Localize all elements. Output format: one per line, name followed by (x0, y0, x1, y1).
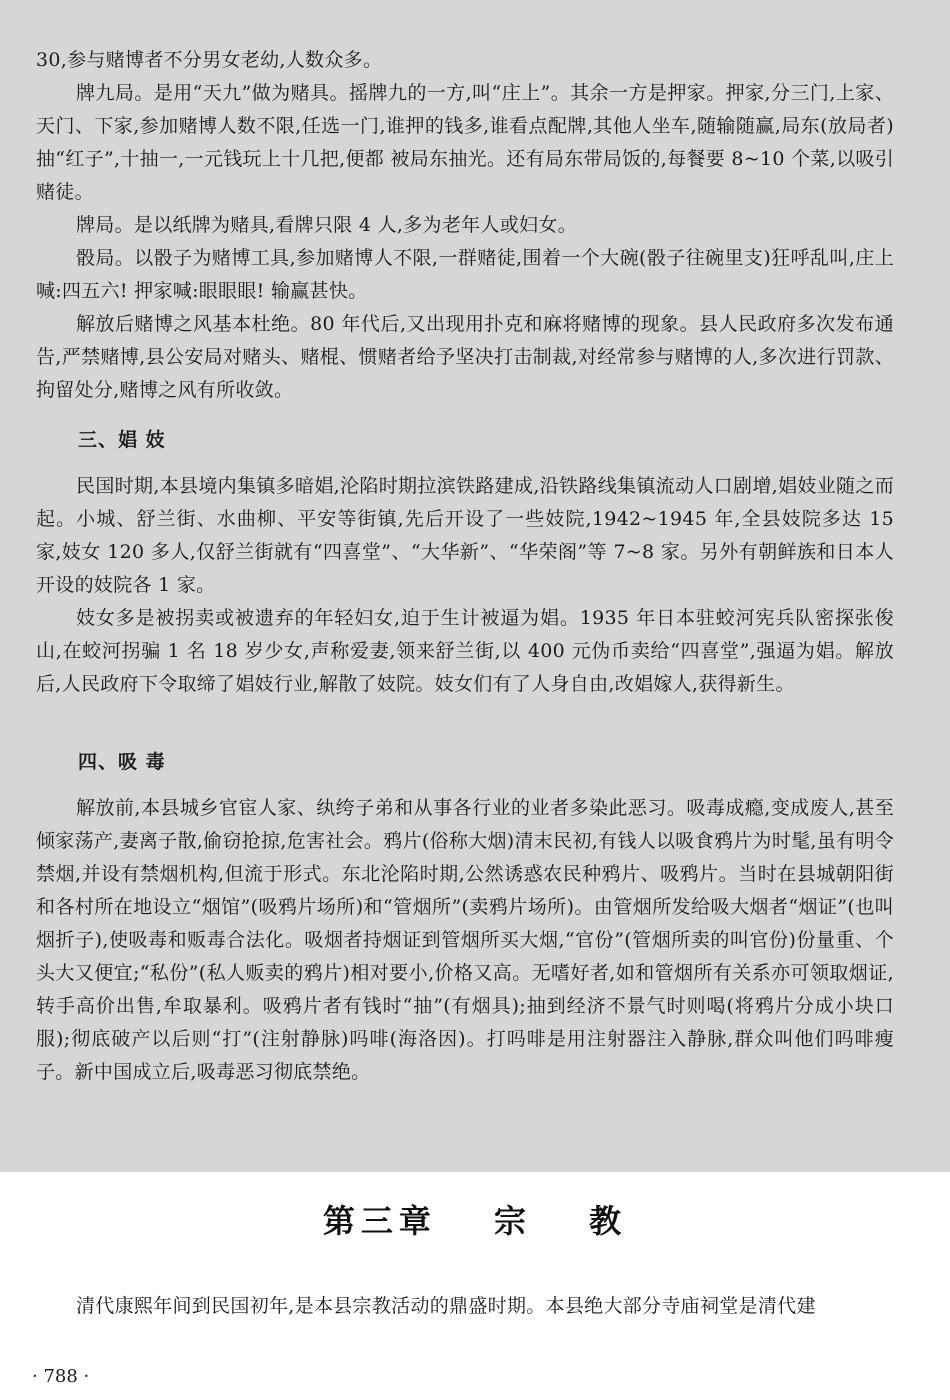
paragraph-dice-game: 骰局。以骰子为赌博工具,参加赌博人不限,一群赌徒,围着一个大碗(骰子往碗里支)狂呼乱叫,庄上喊:四五六! 押家喊:眼眼眼! 输赢甚快。 (36, 247, 894, 302)
gambling-section (36, 44, 894, 407)
heading-drug-use: 四、吸 毒 (78, 751, 166, 773)
paragraph-gambling-continued: 30,参与赌博者不分男女老幼,人数众多。 (36, 49, 383, 71)
paragraph-prostitution-history: 民国时期,本县境内集镇多暗娼,沦陷时期拉滨铁路建成,沿铁路线集镇流动人口剧增,娼妓业随之而起。小城、舒兰街、水曲柳、平安等街镇,先后开设了一些妓院,1942~1945 年,全县妓院多达 15 家,妓女 120 多人,仅舒兰街就有“四喜堂”、“大华新”、“华荣阁”等 7~8 家。另外有朝鲜族和日本人开设的妓院各 1 家。 (36, 475, 894, 596)
paragraph-paijiu: 牌九局。是用“天九”做为赌具。摇牌九的一方,叫“庄上”。其余一方是押家。押家,分三门,上家、天门、下家,参加赌博人数不限,任选一门,谁押的钱多,谁看点配牌,其他人坐车,随输随赢,局东(放局者)抽“红子”,十抽一,一元钱玩上十几把,便都 被局东抽光。还有局东带局饭的,每餐要 8~10 个菜,以吸引赌徒。 (36, 82, 894, 203)
paragraph-religion-intro: 清代康熙年间到民国初年,是本县宗教活动的鼎盛时期。本县绝大部分寺庙祠堂是清代建 (76, 1295, 816, 1317)
paragraph-card-game: 牌局。是以纸牌为赌具,看牌只限 4 人,多为老年人或妇女。 (76, 214, 577, 236)
chapter-title: 第三章 宗 教 (322, 1202, 628, 1240)
paragraph-prostitution-abolition: 妓女多是被拐卖或被遗弃的年轻妇女,迫于生计被逼为娼。1935 年日本驻蛟河宪兵队密探张俊山,在蛟河拐骗 1 名 18 岁少女,声称爱妻,领来舒兰街,以 400 元伪币卖给“四喜堂”,强逼为娼。解放后,人民政府下令取缔了娼妓行业,解散了妓院。妓女们有了人身自由,改娼嫁人,获得新生。 (36, 607, 894, 695)
drug-section (36, 792, 894, 1089)
prostitution-section (36, 470, 894, 701)
paragraph-gambling-after-liberation: 解放后赌博之风基本杜绝。80 年代后,又出现用扑克和麻将赌博的现象。县人民政府多次发布通告,严禁赌博,县公安局对赌头、赌棍、惯赌者给予坚决打击制裁,对经常参与赌博的人,多次进行罚款、拘留处分,赌博之风有所收敛。 (36, 313, 894, 401)
page-number: · 788 · (32, 1366, 90, 1387)
chapter-intro (36, 1290, 894, 1323)
heading-prostitution: 三、娼 妓 (78, 429, 166, 451)
paragraph-drug-use: 解放前,本县城乡官宦人家、纨绔子弟和从事各行业的业者多染此恶习。吸毒成瘾,变成废人,甚至倾家荡产,妻离子散,偷窃抢掠,危害社会。鸦片(俗称大烟)清末民初,有钱人以吸食鸦片为时髦,虽有明令禁烟,并设有禁烟机构,但流于形式。东北沦陷时期,公然诱惑农民种鸦片、吸鸦片。当时在县城朝阳街和各村所在地设立“烟馆”(吸鸦片场所)和“管烟所”(卖鸦片场所)。由管烟所发给吸大烟者“烟证”(也叫烟折子),使吸毒和贩毒合法化。吸烟者持烟证到管烟所买大烟,“官份”(管烟所卖的叫官份)份量重、个头大又便宜;“私份”(私人贩卖的鸦片)相对要小,价格又高。无嗜好者,如和管烟所有关系亦可领取烟证,转手高价出售,牟取暴利。吸鸦片者有钱时“抽”(有烟具);抽到经济不景气时则喝(将鸦片分成小块口服);彻底破产以后则“打”(注射静脉)吗啡(海洛因)。打吗啡是用注射器注入静脉,群众叫他们吗啡瘦子。新中国成立后,吸毒恶习彻底禁绝。 (36, 797, 894, 1083)
